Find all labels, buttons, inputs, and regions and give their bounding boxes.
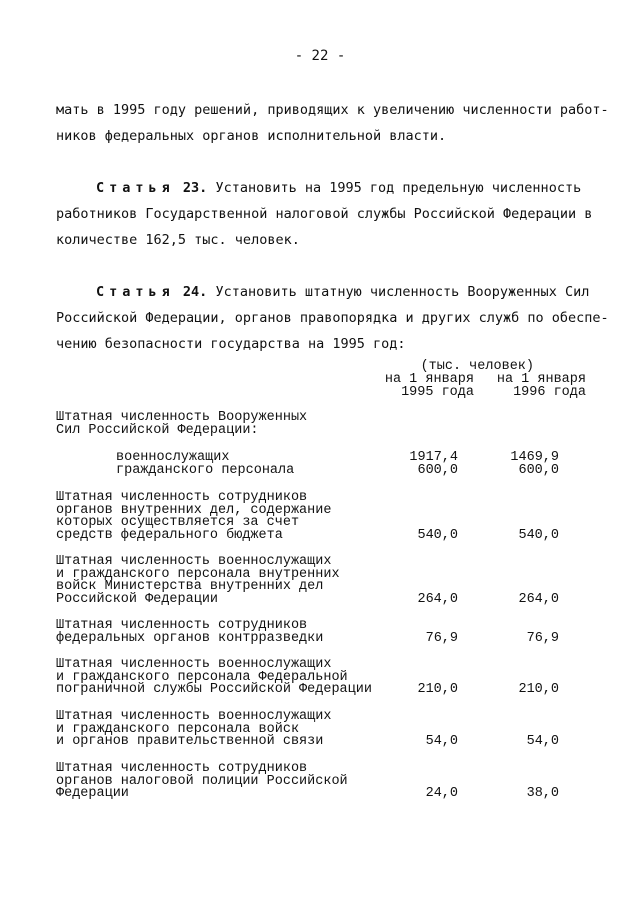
row-label-line: и органов правительственной связи xyxy=(56,734,324,749)
row-label-line: и гражданского персонала Федеральной xyxy=(56,669,348,685)
article-24-line-3: чению безопасности государства на 1995 год: xyxy=(56,336,406,352)
row-label-line: которых осуществляется за счет xyxy=(56,515,300,530)
article-23-word: Статья xyxy=(96,180,175,196)
column-header-1996-line-1: на 1 января xyxy=(496,372,586,387)
armed-forces-heading xyxy=(56,412,586,437)
row-label-line: Штатная численность военнослужащих xyxy=(56,657,332,672)
table-row xyxy=(56,659,586,697)
value-1995: 540,0 xyxy=(417,527,458,543)
row-label: гражданского персонала xyxy=(116,462,295,478)
table-header xyxy=(56,360,586,410)
column-header-1995 xyxy=(354,373,474,399)
row-label-line: Штатная численность сотрудников xyxy=(56,490,308,505)
article-24-word: Статья xyxy=(96,284,175,300)
article-23-line-1 xyxy=(56,175,591,201)
value-1996: 264,0 xyxy=(518,591,559,607)
value-1995: 54,0 xyxy=(425,734,458,749)
value-1996: 1469,9 xyxy=(510,450,559,465)
row-label-line: органов налоговой полиции Российской xyxy=(56,773,348,789)
value-1996: 54,0 xyxy=(526,734,559,749)
column-header-1995-line-1: на 1 января xyxy=(384,372,474,387)
table-row xyxy=(56,711,586,749)
row-label-line: Федерации xyxy=(56,786,129,801)
column-header-1996-line-2: 1996 года xyxy=(513,385,586,400)
table-row xyxy=(56,492,586,542)
row-label-line: и гражданского персонала внутренних xyxy=(56,566,340,582)
armed-forces-heading-line-2: Сил Российской Федерации: xyxy=(56,422,259,438)
row-label-line: Штатная численность военнослужащих xyxy=(56,709,332,724)
value-1995: 1917,4 xyxy=(409,450,458,465)
article-24-line-2: Российской Федерации, органов правопорядка и других служб по обеспе- xyxy=(56,310,609,326)
article-24-text: Установить штатную численность Вооруженных Сил xyxy=(215,284,590,300)
row-label: военнослужащих xyxy=(116,450,230,465)
value-1996: 38,0 xyxy=(526,786,559,801)
value-1996: 76,9 xyxy=(526,630,559,646)
article-23-line-3: количестве 162,5 тыс. человек. xyxy=(56,232,300,248)
table-row xyxy=(56,763,586,801)
value-1996: 600,0 xyxy=(518,462,559,478)
armed-forces-heading-line-1: Штатная численность Вооруженных xyxy=(56,410,308,425)
value-1995: 24,0 xyxy=(425,786,458,801)
value-1996: 540,0 xyxy=(518,527,559,543)
table-row xyxy=(56,462,586,478)
table-row xyxy=(56,556,586,606)
intro-paragraph xyxy=(56,97,609,149)
intro-line-1: мать в 1995 году решений, приводящих к увеличению численности работ- xyxy=(56,102,609,118)
table-unit: (тыс. человек) xyxy=(420,359,534,374)
value-1996: 210,0 xyxy=(518,682,559,697)
row-label-line: федеральных органов контрразведки xyxy=(56,630,324,646)
staffing-table xyxy=(56,360,586,810)
article-24 xyxy=(56,279,609,357)
page-number: - 22 - xyxy=(294,48,346,64)
row-label-line: органов внутренних дел, содержание xyxy=(56,502,332,518)
value-1995: 264,0 xyxy=(417,591,458,607)
article-24-line-1 xyxy=(56,279,591,305)
article-23-text: Установить на 1995 год предельную численность xyxy=(215,180,582,196)
table-row xyxy=(56,620,586,645)
row-label-line: Штатная численность военнослужащих xyxy=(56,554,332,569)
value-1995: 210,0 xyxy=(417,682,458,697)
article-23-line-2: работников Государственной налоговой службы Российской Федерации в xyxy=(56,206,593,222)
row-label-line: Штатная численность сотрудников xyxy=(56,618,308,633)
row-label-line: войск Министерства внутренних дел xyxy=(56,579,324,594)
value-1995: 76,9 xyxy=(425,630,458,646)
row-label-line: Российской Федерации xyxy=(56,591,219,607)
row-label-line: средств федерального бюджета xyxy=(56,527,283,543)
row-label-line: пограничной службы Российской Федерации xyxy=(56,682,372,697)
armed-forces-subrows xyxy=(56,452,586,477)
row-label-line: Штатная численность сотрудников xyxy=(56,761,308,776)
intro-line-2: ников федеральных органов исполнительной власти. xyxy=(56,128,447,144)
article-23 xyxy=(56,175,591,253)
row-label-line: и гражданского персонала войск xyxy=(56,721,300,737)
article-23-number: 23. xyxy=(182,180,208,196)
value-1995: 600,0 xyxy=(417,462,458,478)
column-header-1996 xyxy=(486,373,586,399)
column-header-1995-line-2: 1995 года xyxy=(401,385,474,400)
article-24-number: 24. xyxy=(182,284,208,300)
